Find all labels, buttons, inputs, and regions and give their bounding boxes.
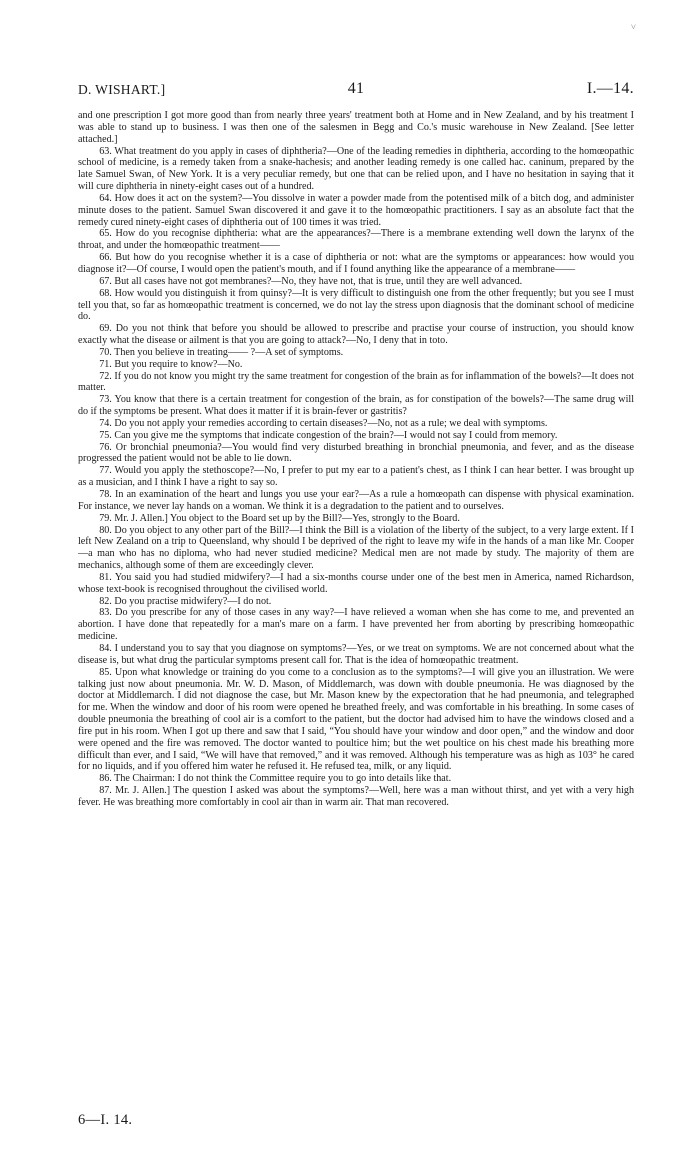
document-body xyxy=(78,110,634,809)
paragraph: 78. In an examination of the heart and lungs you use your ear?—As a rule a homœopath can dispense with physical examination. For instance, we never lay hands on a woman. We think it is a degradation to the patient and to ourselves. xyxy=(78,489,634,512)
paragraph: 86. The Chairman: I do not think the Committee require you to go into details like that. xyxy=(99,773,452,785)
corner-mark: ˅ xyxy=(630,22,636,32)
paragraph: 65. How do you recognise diphtheria: what are the appearances?—There is a membrane extending well down the larynx of the throat, and under the homœopathic treatment—— xyxy=(78,228,634,252)
paragraph: 82. Do you practise midwifery?—I do not. xyxy=(99,595,272,607)
paragraph: 76. Or bronchial pneumonia?—You would find very disturbed breathing in bronchial pneumonia, and fever, and as the disease progressed the patient would not be able to lie down. xyxy=(78,441,634,465)
paragraph: 68. How would you distinguish it from quinsy?—It is very difficult to distinguish one from the other frequently; but you see I must tell you that, so far as homœopathic treatment is concerned, we do not lay the stress upon diagnosis that the dominant school of medicine do. xyxy=(78,287,634,323)
paragraph: 75. Can you give me the symptoms that indicate congestion of the brain?—I would not say I could from memory. xyxy=(99,429,558,441)
paragraph: 70. Then you believe in treating—— ?—A set of symptoms. xyxy=(99,346,344,358)
paragraph: 74. Do you not apply your remedies according to certain diseases?—No, not as a rule; we deal with symptoms. xyxy=(99,417,548,429)
paragraph: 64. How does it act on the system?—You dissolve in water a powder made from the potentised milk of a bitch dog, and administer minute doses to the patient. Samuel Swan discovered it and gave it to the homœopathic practitioners. I say as an absolute fact that the remedy cured ninety-eight cases of diphtheria out of 100 times it was tried. xyxy=(78,192,634,228)
paragraph: 66. But how do you recognise whether it is a case of diphtheria or not: what are the symptoms or appearances: how would you diagnose it?—Of course, I would open the patient's mouth, and if I found anything like the appearance of a membrane—— xyxy=(78,252,634,275)
paragraph: and one prescription I got more good than from nearly three years' treatment both at Home and in New Zealand, and by his treatment I was able to stand up to business. I was then one of the salesmen in Begg and Co.'s music warehouse in New Zealand. [See letter attached.] xyxy=(78,110,634,145)
footer-signature: 6—I. 14. xyxy=(78,1112,133,1128)
paragraph: 81. You said you had studied midwifery?—I had a six-months course under one of the best men in America, named Richardson, whose text-book is recognised throughout the civilised world. xyxy=(78,571,634,595)
paragraph: 80. Do you object to any other part of the Bill?—I think the Bill is a violation of the liberty of the subject, to a very large extent. If I left New Zealand on a trip to Queensland, why should I be deprived of the right to leave my wife in the hands of a man like Mr. Cooper—a man who has no diploma, who had never studied medicine? Medical men are not made by study. The majority of them are mechanics, although some of them are exceedingly clever. xyxy=(78,524,634,572)
paragraph: 72. If you do not know you might try the same treatment for congestion of the brain as for inflammation of the bowels?—It does not matter. xyxy=(78,370,634,394)
paragraph: 87. Mr. J. Allen.] The question I asked was about the symptoms?—Well, here was a man without thirst, and yet with a very high fever. He was breathing more comfortably in cool air than in warm air. That man recovered. xyxy=(78,785,634,808)
paragraph: 77. Would you apply the stethoscope?—No, I prefer to put my ear to a patient's chest, as I think I can hear better. I was brought up as a musician, and I think I have a right to say so. xyxy=(78,465,634,489)
paragraph: 73. You know that there is a certain treatment for congestion of the brain, as for constipation of the bowels?—The same drug will do if the symptoms be present. What does it matter if it is brain-fever or gastritis? xyxy=(78,394,634,418)
header-paper-reference: I.—14. xyxy=(586,80,634,97)
paragraph: 67. But all cases have not got membranes?—No, they have not, that is true, until they are well advanced. xyxy=(99,275,523,287)
page-header xyxy=(78,82,634,104)
paragraph: 71. But you require to know?—No. xyxy=(99,358,243,370)
paragraph: 84. I understand you to say that you diagnose on symptoms?—Yes, or we treat on symptoms. We are not concerned about what the disease is, but what drug the particular symptoms present call for. That is the idea of homœopathic treatment. xyxy=(78,642,634,666)
paragraph: 85. Upon what knowledge or training do you come to a conclusion as to the symptoms?—I will give you an illustration. We were talking just now about pneumonia. Mr. W. D. Mason, of Middlemarch, was down with double pneumonia. He was diagnosed by the doctor at Middlemarch. I did not diagnose the case, but Mr. Mason knew by the expectoration that he had pneumonia, and telegraphed for me. When the window and door of his room were opened he breathed freely, and was comfortable in his breathing. In some cases of double pneumonia the breathing of cool air is a comfort to the patient, but the doctor had advised him to have the windows closed and a fire put in his room. When I got up there and saw that I said, “You should have your window and door open,” and the window and door were opened and the fire was removed. The doctor wanted to poultice him; but the wet poultice on his chest made his breathing more difficult than ever, and I said, “We will have that removed,” and it was removed. Although his temperature was as high as 103° he cared for no liquids, and if you offered him water he refused it. He refused tea, milk, or any liquid. xyxy=(78,666,634,773)
paragraph: 83. Do you prescribe for any of those cases in any way?—I have relieved a woman when she has come to me, and prevented an abortion. I have done that repeatedly for a man's mare on a farm. I have prevented her from aborting by prescribing homœopathic medicine. xyxy=(78,607,634,643)
page-number: 41 xyxy=(347,80,365,97)
paragraph: 69. Do you not think that before you should be allowed to prescribe and practise your course of instruction, you should know exactly what the disease or ailment is that you are going to attack?—No, I deny that in toto. xyxy=(78,323,634,347)
paragraph: 79. Mr. J. Allen.] You object to the Board set up by the Bill?—Yes, strongly to the Board. xyxy=(99,512,460,524)
paragraph: 63. What treatment do you apply in cases of diphtheria?—One of the leading remedies in diphtheria, according to the homœopathic school of medicine, is a remedy taken from a snake-hachesis; and another leading remedy is one called hac. caninum, prepared by the late Samuel Swan, of New York. It is a very peculiar remedy, but one that can be relied upon, and I have no hesitation in saying that it will cure diphtheria in ninety-eight cases out of a hundred. xyxy=(78,145,634,193)
header-witness-name: D. WISHART.] xyxy=(78,82,166,97)
